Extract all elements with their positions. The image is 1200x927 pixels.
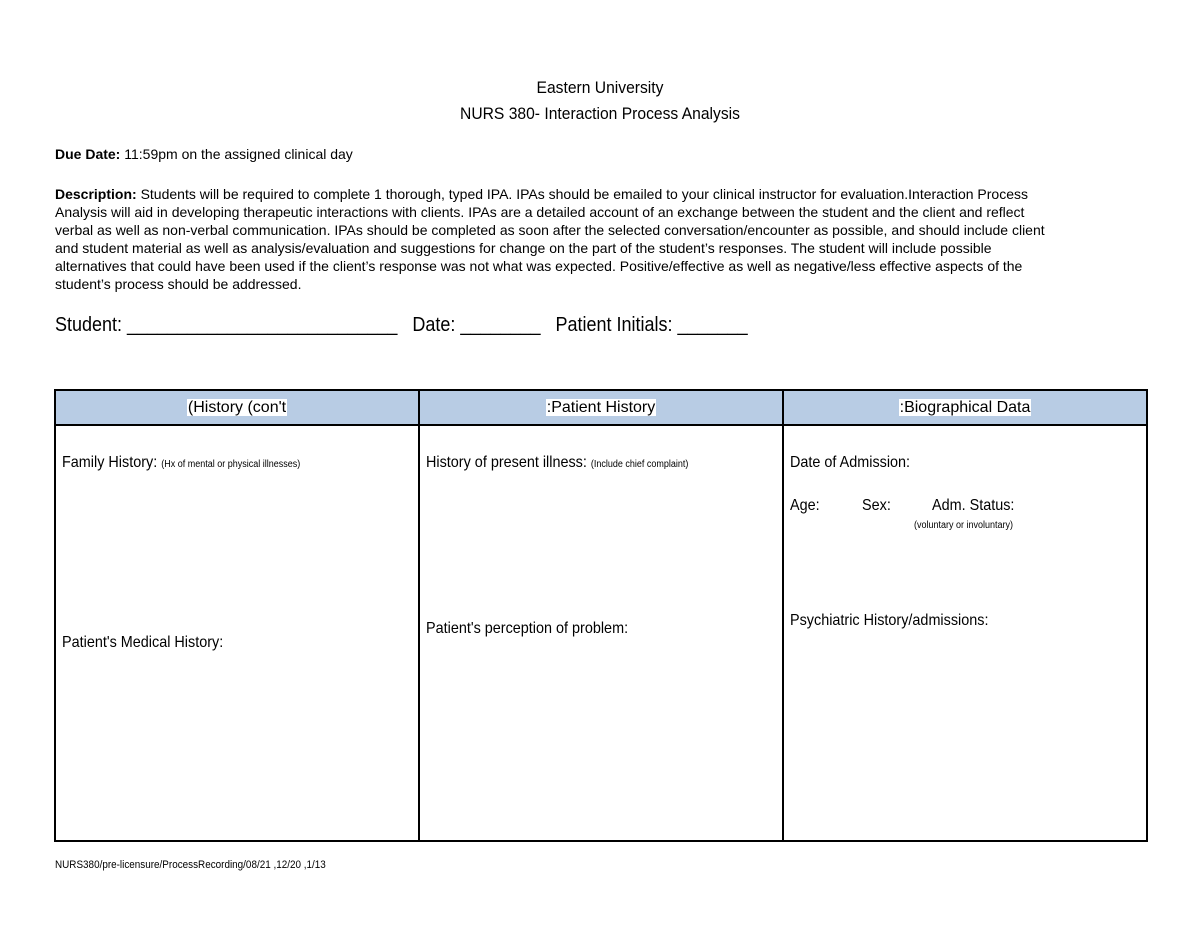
adm-status-label: Adm. Status:	[932, 497, 1015, 514]
sex-label: Sex:	[862, 497, 891, 514]
age-label: Age:	[790, 497, 820, 514]
header-biographical-data: :Biographical Data	[783, 390, 1147, 425]
psychiatric-history-label: Psychiatric History/admissions:	[790, 612, 989, 629]
adm-status-note: (voluntary or involuntary)	[914, 520, 1014, 531]
description-label: Description:	[55, 186, 137, 202]
patient-data-table	[54, 389, 1148, 842]
perception-label: Patient's perception of problem:	[426, 620, 629, 637]
description-paragraph	[55, 185, 1135, 293]
description-text: Students will be required to complete 1 thorough, typed IPA. IPAs should be emailed to your clinical instructor for evaluation.Interaction Process Analysis will aid in developing therapeutic interactions with clients. IPAs are a detailed account of an exchange between the student and the client and reflect verbal as well as non-verbal communication. IPAs should be completed as soon after the selected conversation/encounter as possible, and should include client and student material as well as analysis/evaluation and suggestions for change on the part of the student’s responses. The student will include possible alternatives that could have been used if the client’s response was not what was expected. Positive/effective as well as negative/less effective aspects of the student’s process should be addressed.	[55, 186, 1045, 292]
patient-history-cell[interactable]	[419, 425, 783, 841]
present-illness-note: (Include chief complaint)	[590, 459, 689, 470]
due-date-value: 11:59pm on the assigned clinical day	[120, 146, 353, 162]
footer-reference: NURS380/pre-licensure/ProcessRecording/08/21 ,12/20 ,1/13	[55, 859, 326, 871]
due-date-label: Due Date:	[55, 146, 121, 162]
student-field: Student: ___________________________	[55, 314, 398, 336]
biographical-data-cell[interactable]	[783, 425, 1147, 841]
history-cont-cell[interactable]	[55, 425, 419, 841]
table-header-row	[55, 390, 1147, 425]
date-field: Date: ________	[412, 314, 541, 336]
course-title: NURS 380- Interaction Process Analysis	[460, 104, 740, 123]
table-body-row	[55, 425, 1147, 841]
admission-date-label: Date of Admission:	[790, 454, 911, 471]
family-history-note: (Hx of mental or physical illnesses)	[161, 459, 301, 470]
header-patient-history: :Patient History	[419, 390, 783, 425]
header-history-cont: (History (con't	[55, 390, 419, 425]
document-title: Eastern University	[536, 78, 664, 97]
student-info-line	[55, 314, 748, 337]
family-history-label: Family History: (Hx of mental or physical illnesses)	[62, 454, 301, 471]
medical-history-label: Patient's Medical History:	[62, 634, 224, 651]
patient-initials-field: Patient Initials: _______	[555, 314, 748, 336]
present-illness-label: History of present illness: (Include chief complaint)	[426, 454, 689, 471]
due-date-line	[55, 145, 353, 163]
